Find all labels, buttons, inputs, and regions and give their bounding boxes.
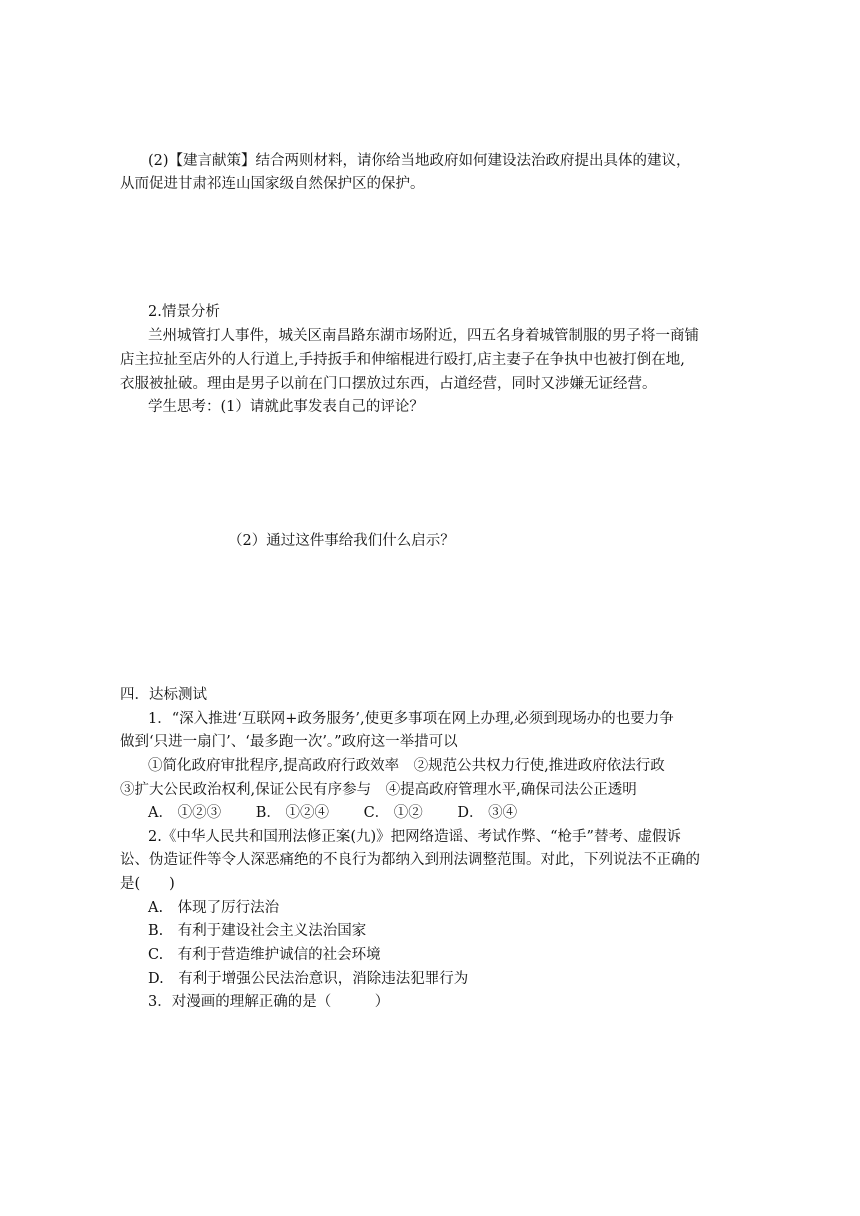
- test-q1-line: ③扩大公民政治权利,保证公民有序参与 ④提高政府管理水平,确保司法公正透明: [120, 782, 637, 798]
- scenario-paragraph-line: 店主拉扯至店外的人行道上,手持扳手和伸缩棍进行殴打,店主妻子在争执中也被打倒在地,: [120, 352, 685, 368]
- test-q1-option-c: C． ①②: [363, 805, 423, 821]
- test-heading: 四．达标测试: [120, 687, 207, 703]
- test-q2-line: 是( ): [120, 876, 175, 892]
- student-think-question-1: 学生思考：(1）请就此事发表自己的评论？: [148, 399, 424, 415]
- question-2-line-1: (2)【建言献策】结合两则材料，请你给当地政府如何建设法治政府提出具体的建议，: [148, 153, 691, 169]
- test-q1-option-b: B． ①②④: [255, 805, 329, 821]
- test-q2-option-d: D. 有利于增强公民法治意识，消除违法犯罪行为: [148, 971, 469, 987]
- test-q2-line: 讼、伪造证件等令人深恶痛绝的不良行为都纳入到刑法调整范围。对此，下列说法不正确的: [120, 852, 700, 868]
- test-q1-line: 1．“深入推进‘互联网+政务服务’,使更多事项在网上办理,必须到现场办的也要力争: [148, 711, 674, 727]
- test-q1-line: 做到‘只进一扇门’、‘最多跑一次’。”政府这一举措可以: [120, 734, 458, 750]
- test-q1-line: ①简化政府审批程序,提高政府行政效率 ②规范公共权力行使,推进政府依法行政: [148, 758, 665, 774]
- scenario-paragraph-line: 衣服被扯破。理由是男子以前在门口摆放过东西，占道经营，同时又涉嫌无证经营。: [120, 376, 657, 392]
- test-q2-option-c: C. 有利于营造维护诚信的社会环境: [148, 947, 381, 963]
- test-q1-option-a: A． ①②③: [148, 805, 222, 821]
- question-2-line-2: 从而促进甘肃祁连山国家级自然保护区的保护。: [120, 176, 425, 192]
- student-think-question-2: （2）通过这件事给我们什么启示？: [228, 533, 455, 549]
- scenario-paragraph-line: 兰州城管打人事件，城关区南昌路东湖市场附近，四五名身着城管制服的男子将一商铺: [148, 328, 699, 344]
- test-q3: 3．对漫画的理解正确的是（ ）: [148, 994, 390, 1010]
- test-q2-line: 2.《中华人民共和国刑法修正案(九)》把网络造谣、考试作弊、“枪手”替考、虚假诉: [148, 829, 681, 845]
- test-q2-option-b: B. 有利于建设社会主义法治国家: [148, 923, 367, 939]
- test-q1-options: [148, 802, 547, 824]
- scenario-heading: 2.情景分析: [148, 304, 220, 320]
- test-q1-option-d: D． ③④: [457, 805, 518, 821]
- test-q2-option-a: A. 体现了厉行法治: [148, 900, 280, 916]
